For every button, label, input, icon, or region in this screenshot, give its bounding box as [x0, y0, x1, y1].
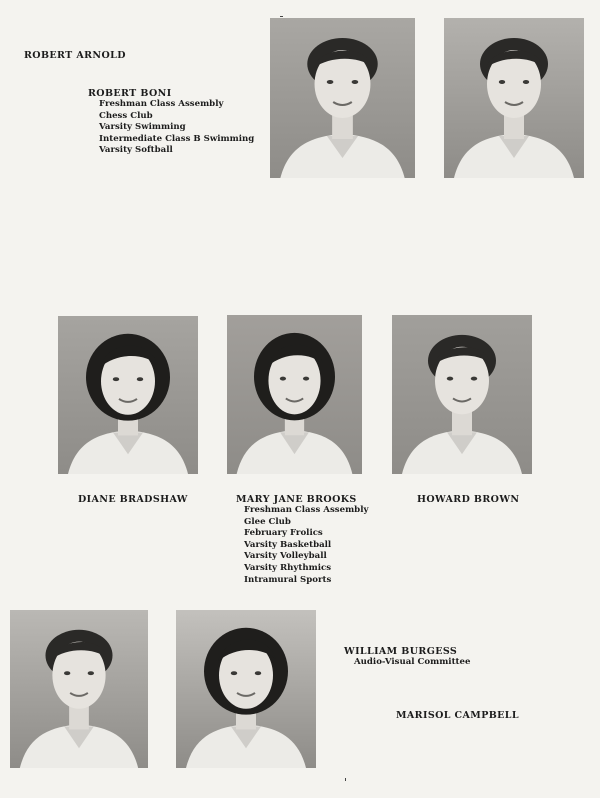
student-name-diane-bradshaw: DIANE BRADSHAW [78, 494, 188, 505]
portrait-silhouette [270, 18, 415, 178]
eye-shape [499, 80, 505, 84]
activity-item: Freshman Class Assembly [99, 99, 224, 109]
student-name-mary-jane-brooks: MARY JANE BROOKS [236, 494, 357, 505]
activity-item: Varsity Softball [99, 145, 173, 156]
student-name-william-burgess: WILLIAM BURGESS [344, 646, 458, 657]
eye-shape [113, 377, 119, 381]
eye-shape [471, 377, 477, 381]
portrait-photo-william-burgess [10, 610, 148, 768]
student-name-marisol-campbell: MARISOL CAMPBELL [396, 710, 519, 721]
portrait-photo-robert-arnold [270, 18, 415, 178]
activity-item: Varsity Basketball [244, 539, 332, 550]
eye-shape [280, 377, 286, 381]
portrait-silhouette [10, 610, 148, 768]
eye-shape [88, 671, 94, 675]
portrait-silhouette [392, 315, 532, 474]
student-name-howard-brown: HOWARD BROWN [417, 494, 520, 505]
student-name-robert-arnold: ROBERT ARNOLD [24, 50, 126, 61]
eye-shape [447, 377, 453, 381]
portrait-photo-mary-jane-brooks [227, 315, 362, 474]
activity-item: Glee Club [244, 516, 291, 527]
activity-item: Chess Club [99, 110, 153, 121]
eye-shape [352, 80, 359, 84]
activity-item: Varsity Volleyball [244, 551, 327, 562]
activity-item: Varsity Swimming [99, 122, 186, 133]
activity-list-william-burgess [354, 657, 470, 669]
portrait-photo-howard-brown [392, 315, 532, 474]
eye-shape [137, 377, 143, 381]
activity-item: Varsity Rhythmics [244, 562, 332, 573]
print-speck [280, 16, 283, 17]
activity-item: Freshman Class Assembly [244, 505, 369, 515]
eye-shape [255, 671, 261, 675]
eye-shape [64, 671, 70, 675]
eye-shape [303, 377, 309, 381]
activity-item: Audio-Visual Committee [354, 657, 471, 667]
portrait-photo-diane-bradshaw [58, 316, 198, 474]
print-speck [345, 778, 346, 781]
portrait-photo-marisol-campbell [176, 610, 316, 768]
activity-list-mary-jane-brooks [244, 505, 368, 586]
portrait-silhouette [58, 316, 198, 474]
activity-list-robert-boni [99, 99, 254, 157]
eye-shape [327, 80, 334, 84]
activity-item: February Frolics [244, 528, 323, 539]
student-name-robert-boni: ROBERT BONI [88, 88, 172, 99]
eye-shape [231, 671, 237, 675]
activity-item: Intermediate Class B Swimming [99, 133, 255, 144]
activity-item: Intramural Sports [244, 574, 332, 585]
portrait-silhouette [227, 315, 362, 474]
portrait-silhouette [176, 610, 316, 768]
portrait-photo-robert-boni [444, 18, 584, 178]
eye-shape [523, 80, 529, 84]
portrait-silhouette [444, 18, 584, 178]
